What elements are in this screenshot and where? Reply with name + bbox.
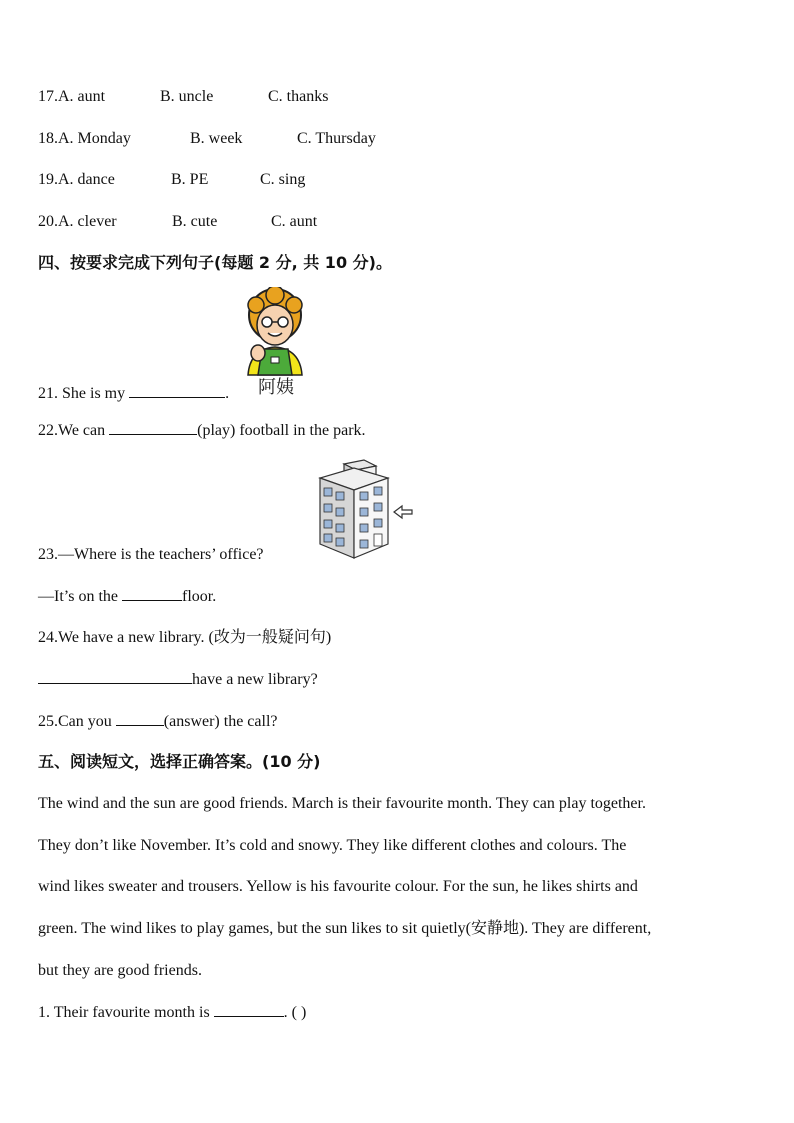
rq1-suffix: . ( ) [283,1004,307,1021]
rq1-blank[interactable] [214,1002,284,1017]
q23-answer-suffix: floor. [182,588,217,605]
q21-text: 21. She is my [38,385,130,402]
question-number: 18. [38,130,58,147]
passage-line-1: The wind and the sun are good friends. March is their favourite month. They can play together. [38,795,646,812]
option-b: B. PE [171,171,209,188]
passage-line-2: They don’t like November. It’s cold and snowy. They like different clothes and colours. The [38,837,627,854]
question-21 [38,383,229,404]
option-c: C. aunt [271,213,318,230]
rq1-text: 1. Their favourite month is [38,1004,214,1021]
option-a: A. aunt [58,88,106,105]
option-c: C. Thursday [297,130,376,147]
q22-text: 22.We can [38,422,110,439]
option-b: B. week [190,130,243,147]
question-number: 19. [38,171,58,188]
question-25 [38,711,278,732]
passage-line-4: green. The wind likes to play games, but the sun likes to sit quietly(安静地). They are different, [38,920,652,937]
question-17 [38,87,329,107]
passage-line-3: wind likes sweater and trousers. Yellow is his favourite colour. For the sun, he likes shirts and [38,878,638,895]
q23-blank[interactable] [122,586,182,601]
section-4-heading: 四、按要求完成下列句子(每题 2 分, 共 10 分)。 [38,253,392,272]
building-illustration [314,456,414,562]
question-23: 23.—Where is the teachers’ office? [38,546,264,563]
question-19 [38,170,306,190]
q25-text: 25.Can you [38,713,116,730]
option-c: C. sing [260,171,306,188]
option-b: B. uncle [160,88,214,105]
question-24-answer [38,669,318,690]
aunt-caption: 阿姨 [258,377,294,398]
q23-answer-text: —It’s on the [38,588,122,605]
option-a: A. dance [58,171,115,188]
question-24: 24.We have a new library. (改为一般疑问句) [38,629,332,646]
question-number: 17. [38,88,58,105]
option-a: A. Monday [58,130,131,147]
q25-suffix: (answer) the call? [163,713,278,730]
q21-blank[interactable] [129,383,225,398]
option-c: C. thanks [268,88,329,105]
passage-line-5: but they are good friends. [38,962,202,979]
q21-suffix: . [225,385,230,402]
question-number: 20. [38,213,58,230]
q24-answer-suffix: have a new library? [192,671,318,688]
question-23-answer [38,586,216,607]
question-22 [38,420,366,441]
q22-suffix: (play) football in the park. [197,422,366,439]
q24-blank[interactable] [38,669,192,684]
aunt-illustration [236,287,322,401]
q25-blank[interactable] [116,711,164,726]
question-20 [38,212,318,232]
section-5-heading: 五、阅读短文，选择正确答案。(10 分) [38,752,321,771]
option-a: A. clever [58,213,117,230]
option-b: B. cute [172,213,218,230]
q22-blank[interactable] [109,420,197,435]
reading-question-1 [38,1002,306,1023]
question-18 [38,129,376,149]
